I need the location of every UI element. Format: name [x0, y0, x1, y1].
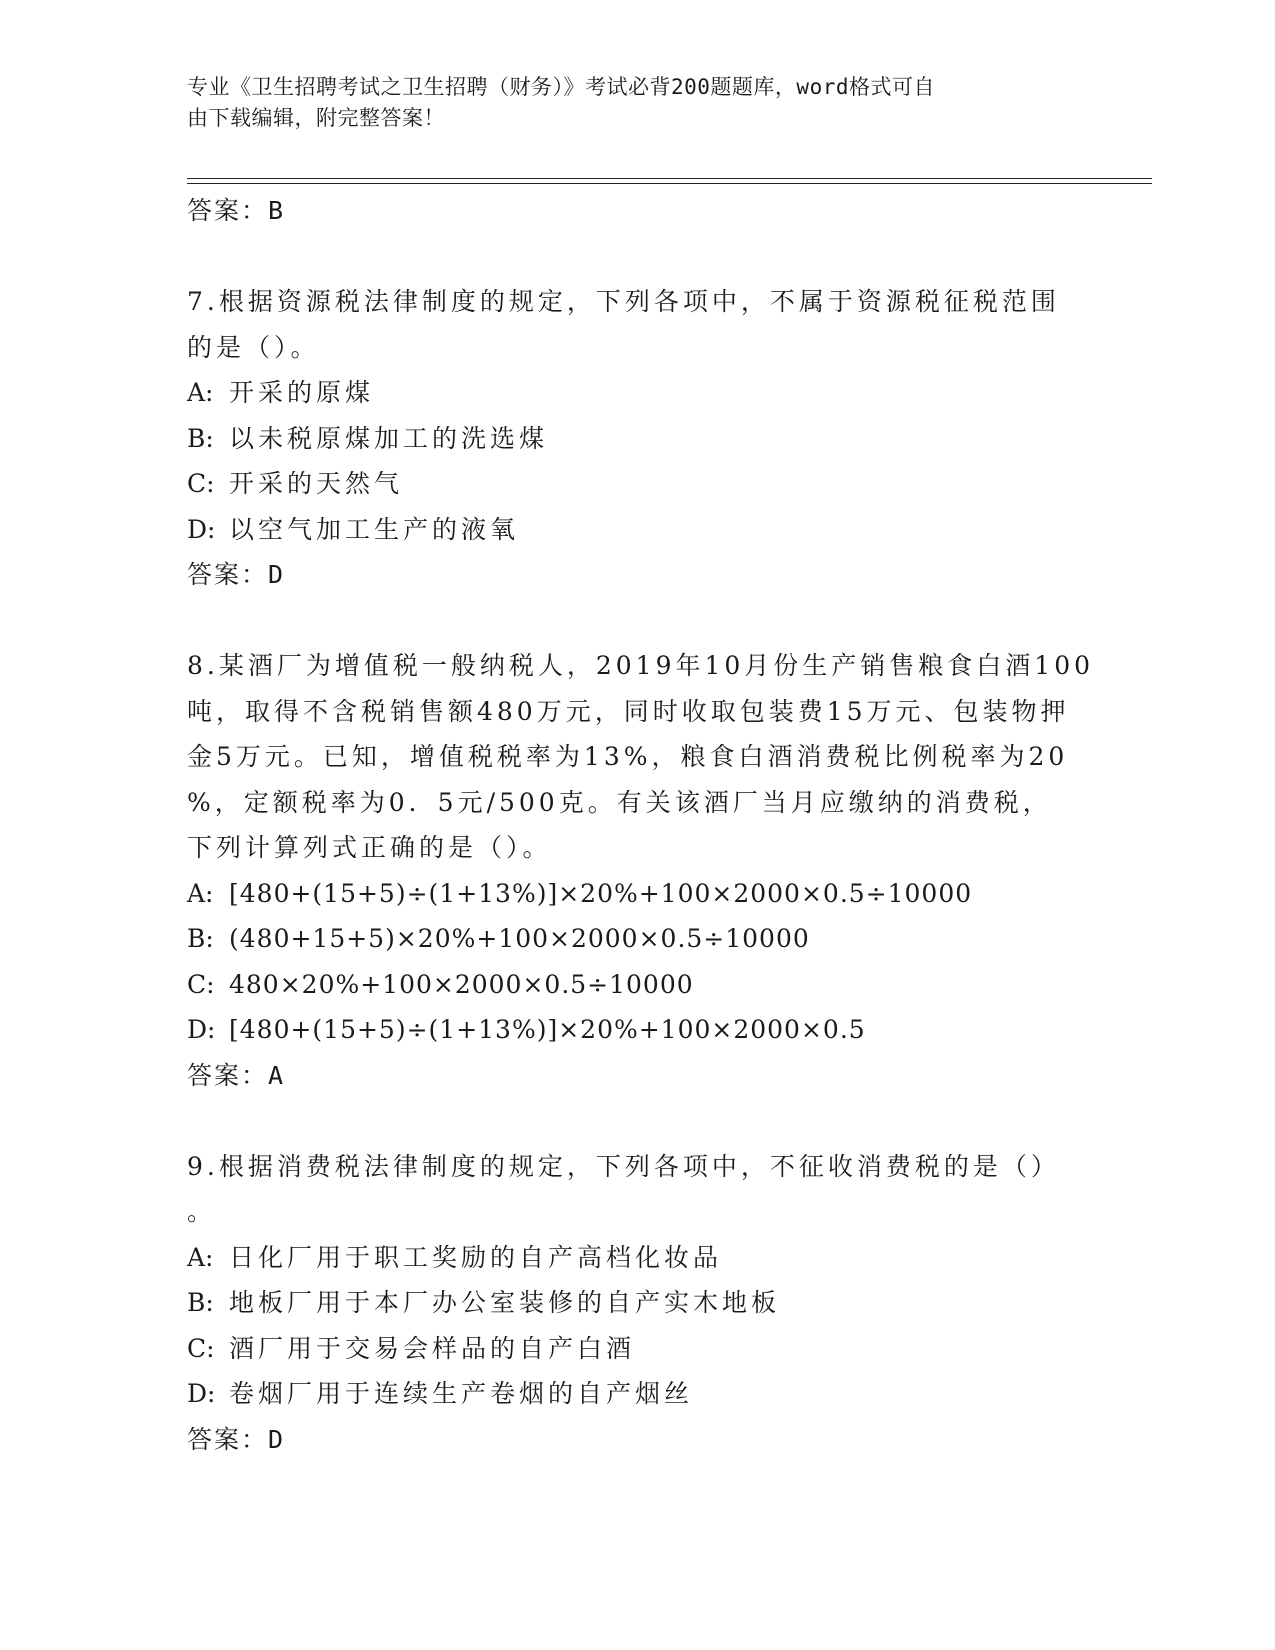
header-divider-bottom: [187, 183, 1152, 184]
previous-answer: 答案：B: [187, 196, 286, 225]
question-7-option-a: [187, 370, 1087, 416]
question-7-option-c: [187, 461, 1087, 507]
document-header: [187, 72, 1067, 134]
option-label: D:: [187, 1015, 216, 1044]
option-label: C:: [187, 969, 215, 999]
question-9-option-a: [187, 1235, 1087, 1281]
option-label: A:: [187, 378, 214, 407]
question-7-text-line-1: 7.根据资源税法律制度的规定，下列各项中，不属于资源税征税范围: [187, 287, 1060, 316]
question-8-option-d: [187, 1007, 1087, 1053]
question-8-option-c: [187, 962, 1087, 1008]
option-label: C:: [187, 469, 215, 498]
question-8: [187, 643, 1095, 1098]
option-text: 480×20%+100×2000×0.5÷10000: [229, 969, 694, 999]
option-label: B:: [187, 924, 214, 953]
option-label: D:: [187, 1379, 216, 1408]
header-line-2: 由下载编辑，附完整答案！: [187, 106, 445, 130]
question-9-answer: 答案：D: [187, 1424, 286, 1454]
question-7: [187, 279, 1087, 598]
question-8-text-line-1: 8.某酒厂为增值税一般纳税人，2019年10月份生产销售粮食白酒100: [187, 651, 1095, 680]
question-9-text-line-1: 9.根据消费税法律制度的规定，下列各项中，不征收消费税的是（）: [187, 1151, 1060, 1181]
question-7-option-d: [187, 507, 1087, 553]
option-text: 地板厂用于本厂办公室装修的自产实木地板: [229, 1288, 781, 1317]
spacer: [187, 1098, 1087, 1144]
question-8-text-line-5: 下列计算列式正确的是（）。: [187, 833, 552, 862]
option-label: A:: [187, 1242, 214, 1272]
option-label: C:: [187, 1333, 215, 1363]
question-9-option-c: [187, 1326, 1087, 1372]
header-line-1: 专业《卫生招聘考试之卫生招聘（财务）》考试必背200题题库，word格式可自: [187, 75, 935, 99]
question-8-text-line-2: 吨，取得不含税销售额480万元，同时收取包装费15万元、包装物押: [187, 696, 1070, 726]
option-text: 酒厂用于交易会样品的自产白酒: [229, 1333, 636, 1363]
header-divider-top: [187, 178, 1152, 179]
question-9-option-b: [187, 1280, 1087, 1326]
option-text: 卷烟厂用于连续生产卷烟的自产烟丝: [229, 1379, 694, 1408]
question-8-option-b: [187, 916, 1087, 962]
document-body: [187, 188, 1095, 1462]
option-text: 以空气加工生产的液氧: [229, 514, 520, 544]
question-9: [187, 1144, 1087, 1463]
spacer: [187, 598, 1087, 644]
question-9-option-d: [187, 1371, 1087, 1417]
option-label: B:: [187, 1288, 214, 1317]
option-text: (480+15+5)×20%+100×2000×0.5÷10000: [229, 924, 810, 953]
option-text: 日化厂用于职工奖励的自产高档化妆品: [229, 1242, 723, 1272]
question-8-option-a: [187, 871, 1087, 917]
question-8-text-line-4: %，定额税率为0．5元/500克。有关该酒厂当月应缴纳的消费税，: [187, 787, 1052, 817]
question-8-answer: 答案：A: [187, 1060, 286, 1090]
option-label: A:: [187, 878, 214, 908]
question-7-text-line-2: 的是（）。: [187, 332, 320, 362]
spacer: [187, 234, 1087, 280]
question-9-text-line-2: 。: [187, 1197, 217, 1226]
question-7-option-b: [187, 416, 1087, 462]
option-text: [480+(15+5)÷(1+13%)]×20%+100×2000×0.5: [229, 1015, 866, 1044]
option-text: 开采的天然气: [229, 469, 404, 498]
option-text: [480+(15+5)÷(1+13%)]×20%+100×2000×0.5÷10000: [229, 878, 973, 908]
question-7-answer: 答案：D: [187, 560, 286, 589]
option-text: 开采的原煤: [229, 378, 375, 407]
option-text: 以未税原煤加工的洗选煤: [229, 423, 549, 453]
option-label: D:: [187, 514, 216, 544]
question-8-text-line-3: 金5万元。已知，增值税税率为13%，粮食白酒消费税比例税率为20: [187, 742, 1069, 771]
option-label: B:: [187, 423, 214, 453]
